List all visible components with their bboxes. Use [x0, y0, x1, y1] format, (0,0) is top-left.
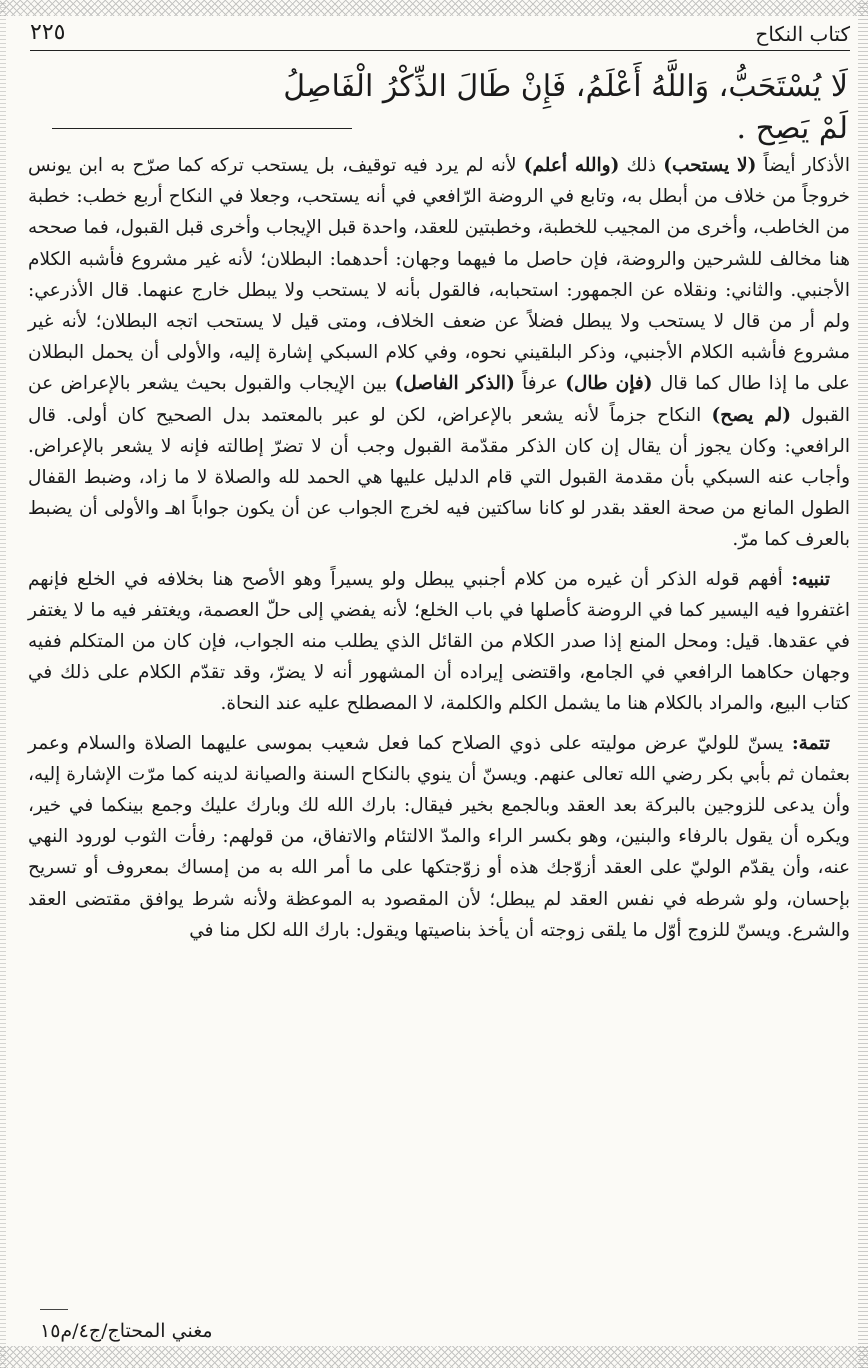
matn-quote: (فإن طال)	[565, 373, 653, 395]
page-number: ٢٢٥	[30, 20, 66, 45]
commentary-body	[28, 150, 850, 954]
matn-quote: (لا يستحب)	[663, 155, 757, 176]
section-label-tatimma: تتمة:	[791, 732, 830, 754]
page-edge-left	[0, 0, 6, 1368]
text-run: لأنه لم يرد فيه توقيف، بل يستحب تركه كما صرّح به ابن يونس خروجاً من خلاف من أبطل به، وتابع في الروضة الرّافعي في أنه يستحب، وجعلا في النكاح أربع خطب: خطبة من الخاطب، وأخرى من المجيب للخطبة، وخطبتين للعقد، واحدة قبل الإيجاب وأخرى قبل القبول، فما صححه هنا مخالف للشرحين والروضة، فإن حاصل ما فيهما وجهان: أحدهما: البطلان؛ لأنه غير مشروع فأشبه الكلام الأجنبي. والثاني: ونقلاه عن الجمهور: استحبابه، فالقول بأنه لا يستحب ولا يبطل خارج عنهما. قال الأذرعي: ولم أر من قال لا يستحب ولا يبطل فضلاً عن ضعف الخلاف، ومتى قيل لا يستحب اتجه البطلان؛ لأنه غير مشروع فأشبه الكلام الأجنبي، وذكر البلقيني نحوه، وفي كلام السبكي إشارة إليه، والأولى أن يحمل البطلان على ما إذا طال كما قال	[28, 155, 850, 395]
matn-quote: (والله أعلم)	[523, 155, 620, 176]
matn-verse: لَا يُسْتَحَبُّ، وَاللَّهُ أَعْلَمُ، فَإِنْ طَالَ الذِّكْرُ الْفَاصِلُ لَمْ يَصِح .	[283, 69, 848, 146]
page-edge-bottom	[0, 1346, 868, 1368]
commentary-paragraph-tanbih	[28, 564, 850, 720]
commentary-paragraph-tatimma	[28, 728, 850, 946]
page-edge-top	[0, 0, 868, 16]
text-run: بين الإيجاب والقبول بحيث يشعر بالإعراض عن القبول	[28, 373, 850, 426]
section-label-tanbih: تنبيه:	[791, 568, 830, 590]
text-run: الأذكار أيضاً	[756, 155, 850, 176]
page-edge-right	[858, 0, 868, 1368]
separator-rule	[52, 128, 352, 129]
commentary-paragraph-1	[28, 150, 850, 556]
signature-footer: مغني المحتاج/ج٤/م١٥	[40, 1320, 213, 1342]
book-title: كتاب النكاح	[755, 22, 850, 46]
text-run: يسنّ للوليّ عرض موليته على ذوي الصلاح كما فعل شعيب بموسى عليهما الصلاة والسلام وعمر بعثمان ثم بأبي بكر رضي الله تعالى عنهم. ويسنّ أن ينوي بالنكاح السنة والصيانة لدينه كما مرّت الإشارة إليه، وأن يدعى للزوجين بالبركة بعد العقد وبالجمع بخير فيقال: بارك الله لك وبارك عليك وجمع بينكما في خير، ويكره أن يقول بالرفاء والبنين، وهو بكسر الراء والمدّ الالتئام والاتفاق، من قولهم: رفأت الثوب لورود النهي عنه، وأن يقدّم الوليّ على العقد أزوّجك هذه أو زوّجتكها على ما أمر الله به من إمساك بمعروف أو تسريح بإحسان، ولو شرطه في نفس العقد لم يبطل؛ لأن المقصود به الموعظة ولأنه شرط يوافق مقتضى العقد والشرع. ويسنّ للزوج أوّل ما يلقى زوجته أن يأخذ بناصيتها ويقول: بارك الله لكل منا في	[28, 732, 850, 941]
matn-quote: (الذكر الفاصل)	[394, 373, 515, 395]
footer-rule	[40, 1309, 68, 1310]
text-run: عرفاً	[514, 373, 566, 395]
running-header	[30, 16, 850, 51]
matn-quote: (لم يصح)	[711, 404, 791, 426]
text-run: ذلك	[619, 155, 664, 176]
text-run: أفهم قوله الذكر أن غيره من كلام أجنبي يبطل ولو يسيراً وهو الأصح هنا بخلافه في الخلع فإنهم اغتفروا فيه اليسير كما في الروضة كأصلها في باب الخلع؛ لأنه يفضي إلى حلّ العصمة، ويغتفر فيه ما لا يغتفر في عقدها. قيل: ومحل المنع إذا صدر الكلام من القائل الذي يطلب منه الجواب، فإن كان من المتكلم ففيه وجهان حكاهما الرافعي في الجامع، واقتضى إيراده أن المشهور أنه لا يضرّ، وقد تقدّم الكلام على ذلك في كتاب البيع، والمراد بالكلام هنا ما يشمل الكلم والكلمة، لا المصطلح عليه عند النحاة.	[28, 568, 850, 715]
text-run: النكاح جزماً لأنه يشعر بالإعراض، لكن لو عبر بالمعتمد بدل الصحيح كان أولى. قال الرافعي: وكان يجوز أن يقال إن كان الذكر مقدّمة القبول وجب أن لا تضرّ إطالته فإنه لا يشعر بالإعراض. وأجاب عنه السبكي بأن مقدمة القبول التي قام الدليل عليها هي الحمد لله والصلاة لا ما زاد، وضبط القفال الطول المانع من صحة العقد بقدر لو كانا ساكتين فيه لخرج الجواب عن أن يكون جواباً اهـ والأولى أن يضبط بالعرف كما مرّ.	[28, 404, 850, 551]
